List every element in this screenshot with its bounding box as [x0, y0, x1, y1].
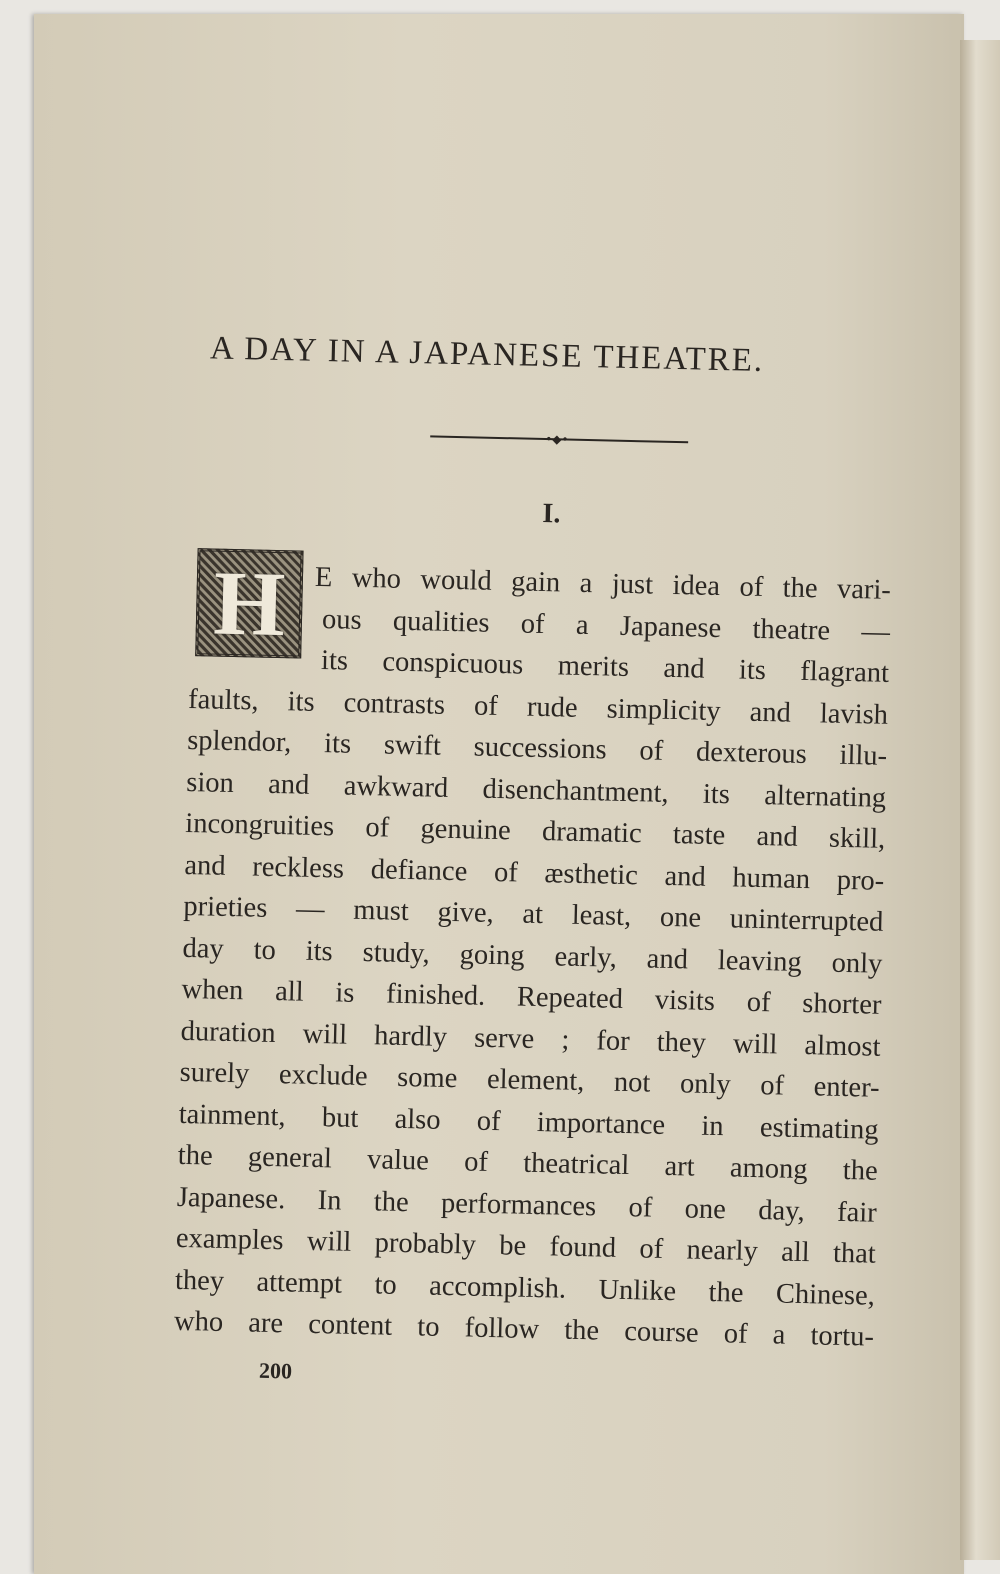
text-line: when all is finished. Repeated visits of shorter [181, 973, 882, 1021]
text-line: Japanese. In the performances of one day, fair [176, 1181, 878, 1229]
text-line: sion and awkward disenchantment, its alternating [185, 766, 887, 814]
text-line: E who would gain a just idea of the vari- [314, 561, 892, 606]
text-line: duration will hardly serve ; for they will almost [180, 1015, 881, 1063]
text-line: prieties — must give, at least, one uninterrupted [183, 890, 884, 938]
text-line: surely exclude some element, not only of enter- [179, 1056, 880, 1104]
text-line: and reckless defiance of æsthetic and human pro- [184, 849, 885, 897]
text-line: tainment, but also of importance in estimating [178, 1098, 879, 1146]
text-line: its conspicuous merits and its flagrant [320, 645, 890, 689]
text-line: splendor, its swift successions of dexterous illu- [186, 724, 888, 772]
rule-ornament-icon: •◆• [545, 432, 569, 447]
text-line: examples will probably be found of nearly all that [175, 1222, 877, 1270]
text-line: they attempt to accomplish. Unlike the Chinese, [174, 1264, 876, 1312]
chapter-title: A DAY IN A JAPANESE THEATRE. [209, 330, 765, 379]
text-line: the general value of theatrical art among the [177, 1139, 879, 1187]
text-line: who are content to follow the course of a tortu- [173, 1305, 875, 1353]
section-number: I. [542, 497, 561, 530]
text-line: faults, its contrasts of rude simplicity and lavish [187, 683, 889, 731]
body-text [174, 554, 892, 1358]
drop-cap-initial: H [195, 548, 303, 658]
page-number: 200 [258, 1357, 293, 1384]
text-line: incongruities of genuine dramatic taste and skill, [185, 807, 886, 855]
text-line: ous qualities of a Japanese theatre — [321, 603, 891, 648]
text-line: day to its study, going early, and leaving only [182, 932, 883, 980]
